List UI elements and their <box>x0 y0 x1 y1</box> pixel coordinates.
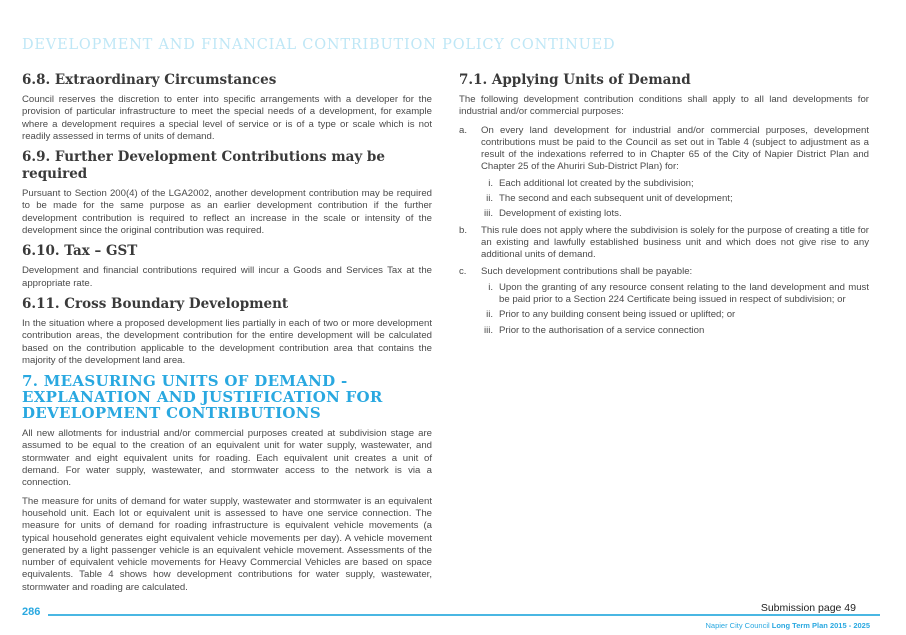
list-item <box>459 125 869 174</box>
sub-list <box>459 282 869 337</box>
sub-list-marker: i. <box>488 281 493 293</box>
sub-list-item-text: Prior to any building consent being issued or uplifted; or <box>499 309 736 321</box>
sub-list-item-text: The second and each subsequent unit of development; <box>499 193 733 205</box>
page-number: 286 <box>22 606 41 618</box>
sub-list-marker: ii. <box>486 309 493 321</box>
list-item <box>459 266 869 278</box>
section-7-title: 7. MEASURING UNITS OF DEMAND - EXPLANATION AND JUSTIFICATION FOR DEVELOPMENT CONTRIBUTIONS <box>22 372 383 423</box>
sub-list-marker: ii. <box>486 193 493 205</box>
section-6-8 <box>22 72 432 143</box>
section-6-8-text: Council reserves the discretion to enter into specific arrangements with a developer for the provision of particular infrastructure to meet the special needs of a development, for example where a development requires a special level of service or is of a type or scale which is not readily assessed in terms of units of demand. <box>22 94 432 142</box>
list-item-text: This rule does not apply where the subdivision is solely for the purpose of creating a title for an existing and lawfully established business unit and which does not give rise to any additional units of demand. <box>481 224 869 261</box>
sub-list-item <box>459 325 869 337</box>
section-7-1-title: 7.1. Applying Units of Demand <box>459 72 691 88</box>
footer-plan: Long Term Plan 2015 - 2025 <box>771 621 870 630</box>
section-6-9-text: Pursuant to Section 200(4) of the LGA2002, another development contribution may be required to be made for the same purpose as an earlier development contribution if the further development contribution is required to reflect an increase in the scale or intensity of the development since the original contribution was required. <box>22 188 432 237</box>
sub-list-marker: i. <box>488 177 493 189</box>
list-marker: c. <box>459 265 467 277</box>
section-7-paragraph-2: The measure for units of demand for water supply, wastewater and stormwater is an equivalent household unit. Each lot or equivalent unit is assessed to have one service connection. The measure for units of demand for roading infrastructure is equivalent vehicle movements (a typical household generates eight equivalent vehicle movements per day). A vehicle movement generated by a light passenger vehicle is an equivalent vehicle movement. Assessments of the number of equivalent vehicle movements for Heavy Commercial Vehicles are based on space equivalents. Table 4 shows how development contributions for water supply, wastewater, stormwater and roading are calculated. <box>22 495 432 593</box>
footer-publication <box>705 621 870 630</box>
section-6-9-title: 6.9. Further Development Contributions may be required <box>22 149 385 183</box>
sub-list-item-text: Prior to the authorisation of a service connection <box>499 324 705 336</box>
list-item <box>459 225 869 262</box>
section-7-paragraph-1: All new allotments for industrial and/or commercial purposes created at subdivision stage are assumed to be equal to the creation of an equivalent unit for water supply, wastewater, and stormwater and eight equivalent units for roading. Each equivalent unit creates a unit of demand. For water supply, wastewater, and stormwater access to the network is via a connection. <box>22 428 432 489</box>
sub-list-item <box>459 193 869 205</box>
sub-list-item <box>459 178 869 190</box>
sub-list-item-text: Upon the granting of any resource consent relating to the land development and must be paid prior to a Section 224 Certificate being issued in respect of subdivision; or <box>499 281 869 306</box>
footer-council: Napier City Council <box>705 621 772 630</box>
sub-list <box>459 178 869 221</box>
section-6-11 <box>22 296 432 367</box>
sub-list-item-text: Development of existing lots. <box>499 208 622 220</box>
section-7 <box>22 373 432 594</box>
sub-list-marker: iii. <box>483 324 493 336</box>
sub-list-item <box>459 309 869 321</box>
list-marker: a. <box>459 124 468 136</box>
section-6-11-text: In the situation where a proposed development lies partially in each of two or more development contribution areas, the development contribution for the entire development will be calculated based on the contribution applicable to the development contribution area that contains the majority of the development land area. <box>22 317 432 366</box>
sub-list-item-text: Each additional lot created by the subdivision; <box>499 177 694 189</box>
sub-list-marker: iii. <box>483 208 493 220</box>
section-6-8-title: 6.8. Extraordinary Circumstances <box>22 72 277 88</box>
section-6-10-text: Development and financial contributions required will incur a Goods and Services Tax at the appropriate rate. <box>22 265 432 289</box>
list-item-text: On every land development for industrial and/or commercial purposes, development contributions must be paid to the Council as set out in Table 4 (subject to adjustment as a result of the indexations referred to in Chapter 65 of the City of Napier District Plan and Chapter 25 of the Ahuriri Sub-District Plan) for: <box>481 124 869 173</box>
submission-page-label: Submission page 49 <box>760 602 856 614</box>
right-column <box>459 72 869 341</box>
section-6-11-title: 6.11. Cross Boundary Development <box>22 295 289 312</box>
page-banner: DEVELOPMENT AND FINANCIAL CONTRIBUTION POLICY CONTINUED <box>22 37 616 53</box>
sub-list-item <box>459 208 869 220</box>
list-marker: b. <box>459 224 468 236</box>
section-6-9 <box>22 149 432 237</box>
section-7-1-intro: The following development contribution conditions shall apply to all land developments for industrial and/or commercial purposes: <box>459 94 869 118</box>
list-item-text: Such development contributions shall be payable: <box>481 265 693 277</box>
footer-divider <box>48 614 880 616</box>
left-column <box>22 72 432 600</box>
conditions-list <box>459 125 869 337</box>
sub-list-item <box>459 282 869 307</box>
section-6-10 <box>22 243 432 290</box>
section-6-10-title: 6.10. Tax – GST <box>22 243 138 260</box>
